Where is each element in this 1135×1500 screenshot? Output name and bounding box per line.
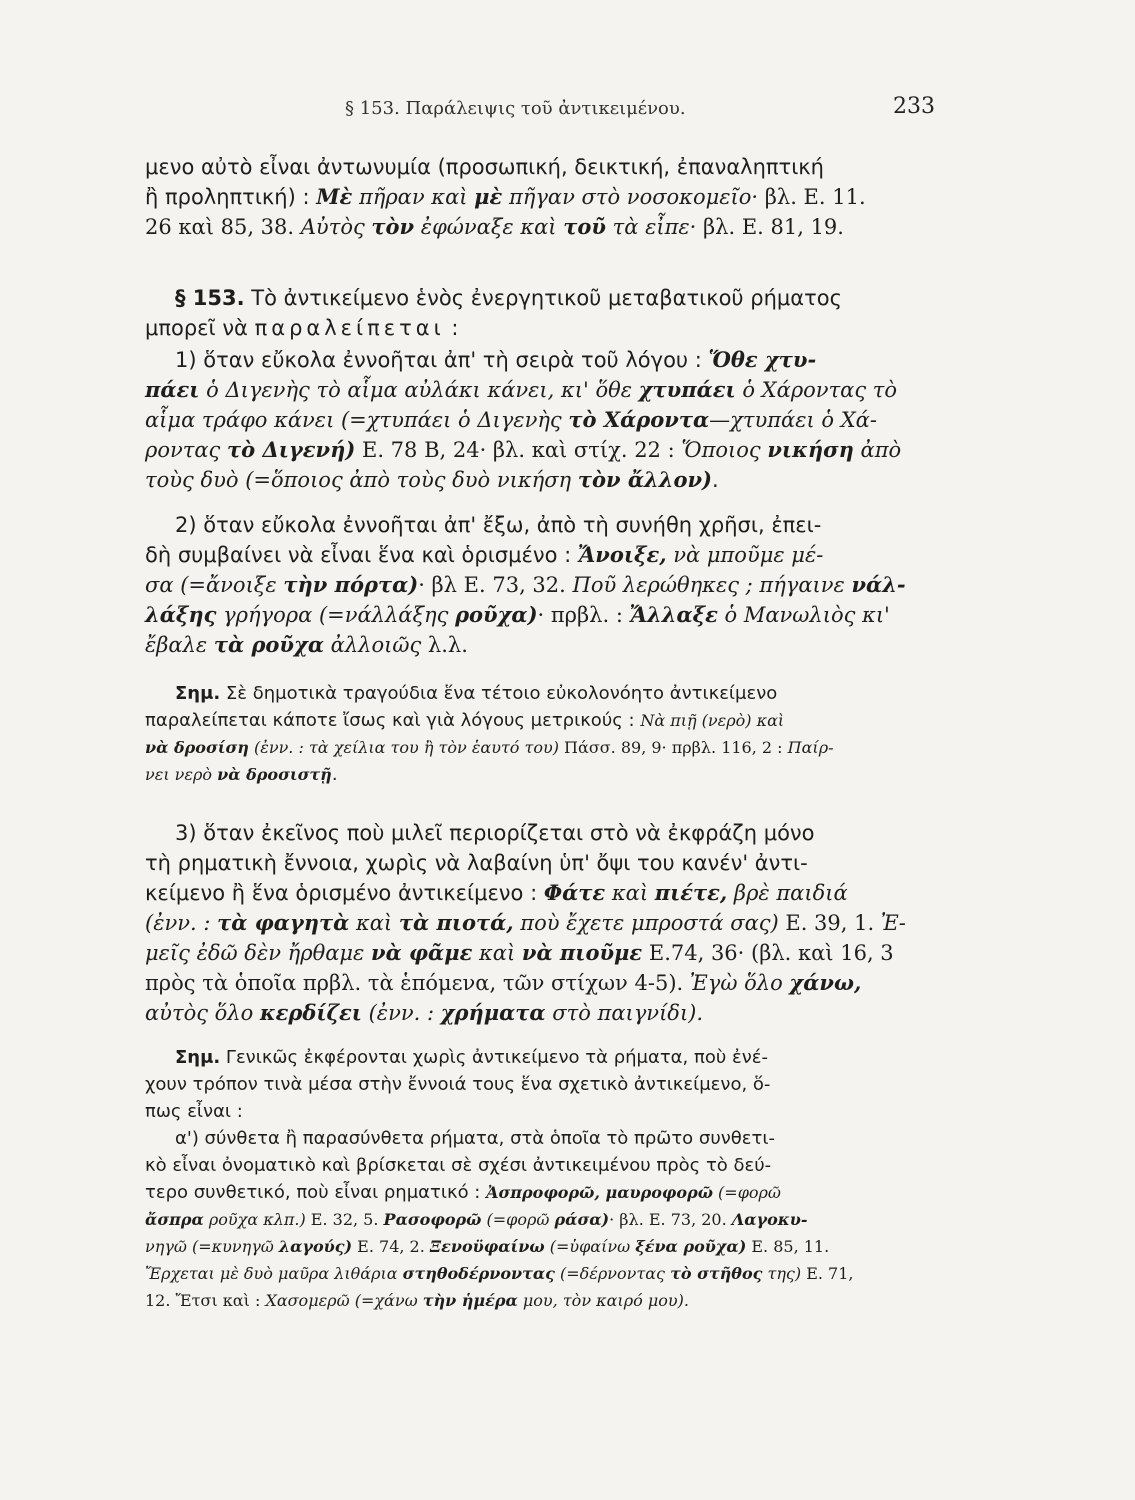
text-line: Ἔρχεται μὲ δυὸ μαῦρα λιθάρια στηθοδέρνοντας (=δέρνοντας τὸ στῆθος της) Ε. 71, [145,1264,854,1283]
text-line: ἔβαλε τὰ ροῦχα ἀλλοιῶς λ.λ. [145,632,468,657]
note-label: Σημ. [175,683,221,704]
text-line: ἢ προληπτική) : Μὲ πῆραν καὶ μὲ πῆγαν στὸ νοσοκομεῖο· βλ. Ε. 11. [145,184,866,209]
running-header [145,94,935,126]
text-line: 12. Ἔτσι καὶ : Χασομερῶ (=χάνω τὴν ἡμέρα μου, τὸν καιρό μου). [145,1291,689,1310]
text-line: κείμενο ἢ ἕνα ὁρισμένο ἀντικείμενο : Φάτε καὶ πιέτε, βρὲ παιδιά [145,880,848,905]
text-line: τοὺς δυὸ (=ὅποιος ἀπὸ τοὺς δυὸ νικήση τὸν ἄλλον). [145,467,719,492]
text-line: Σημ. Σὲ δημοτικὰ τραγούδια ἕνα τέτοιο εὐκολονόητο ἀντικείμενο [175,683,778,704]
text-line: μεῖς ἐδῶ δὲν ἤρθαμε νὰ φᾶμε καὶ νὰ πιοῦμε Ε.74, 36· (βλ. καὶ 16, 3 [145,940,894,965]
text-line: λάξης γρήγορα (=νάλλάξης ροῦχα)· πρβλ. : Ἄλλαξε ὁ Μανωλιὸς κι' [145,602,890,627]
text-line: § 153. Τὸ ἀντικείμενο ἑνὸς ἐνεργητικοῦ μεταβατικοῦ ρήματος [175,286,842,310]
text-line: χουν τρόπον τινὰ μέσα στὴν ἔννοιά τους ἕνα σχετικὸ ἀντικείμενο, ὅ- [145,1074,771,1095]
text-line: σα (=ἄνοιξε τὴν πόρτα)· βλ Ε. 73, 32. Ποῦ λερώθηκες ; πήγαινε νάλ- [145,572,906,597]
text-line: πρὸς τὰ ὁποῖα πρβλ. τὰ ἑπόμενα, τῶν στίχων 4-5). Ἐγὼ ὅλο χάνω, [145,970,862,995]
text-line: πως εἶναι : [145,1101,243,1122]
note-2 [145,1044,935,1314]
text-line: νει νερὸ νὰ δροσιστῇ. [145,764,338,785]
text-line: (ἐνν. : τὰ φαγητὰ καὶ τὰ πιοτά, ποὺ ἔχετε μπροστά σας) Ε. 39, 1. Ἐ- [145,910,906,935]
text-line: αἷμα τράφο κάνει (=χτυπάει ὁ Διγενὴς τὸ Χάροντα—χτυπάει ὁ Χά- [145,407,877,432]
text-line: 2) ὅταν εὔκολα ἐννοῆται ἀπ' ἔξω, ἀπὸ τὴ συνήθη χρῆσι, ἐπει- [175,513,822,537]
text-line: κὸ εἶναι ὀνοματικὸ καὶ βρίσκεται σὲ σχέσι ἀντικειμένου πρὸς τὸ δεύ- [145,1155,772,1176]
case-1-paragraph [145,345,935,495]
text-line: νὰ δροσίση (ἐνν. : τὰ χείλια του ἢ τὸν ἑαυτό του) Πάσσ. 89, 9· πρβλ. 116, 2 : Παίρ- [145,738,834,757]
text-line: δὴ συμβαίνει νὰ εἶναι ἕνα καὶ ὁρισμένο : Ἄνοιξε, νὰ μποῦμε μέ- [145,542,824,567]
case-2-paragraph [145,510,935,660]
text-line: αὐτὸς ὅλο κερδίζει (ἐνν. : χρήματα στὸ παιγνίδι). [145,1000,704,1025]
note-1 [145,680,935,788]
text-line: μπορεῖ νὰ παραλείπεται : [145,316,459,340]
text-line: 1) ὅταν εὔκολα ἐννοῆται ἀπ' τὴ σειρὰ τοῦ λόγου : Ὅθε χτυ- [175,347,817,372]
text-line: α') σύνθετα ἢ παρασύνθετα ρήματα, στὰ ὁποῖα τὸ πρῶτο συνθετι- [175,1128,775,1149]
page-number: 233 [893,94,935,119]
section-153-paragraph [145,283,935,343]
text-line: τὴ ρηματικὴ ἔννοια, χωρὶς νὰ λαβαίνη ὑπ' ὄψι του κανέν' ἀντι- [145,851,808,875]
case-3-paragraph [145,818,935,1028]
text-line: μενο αὐτὸ εἶναι ἀντωνυμία (προσωπική, δεικτική, ἐπαναληπτική [145,155,824,179]
note-label: Σημ. [175,1047,221,1068]
text-line: ἄσπρα ροῦχα κλπ.) Ε. 32, 5. Ρασοφορῶ (=φορῶ ράσα)· βλ. Ε. 73, 20. Λαγοκυ- [145,1210,808,1229]
text-line: παραλείπεται κάποτε ἴσως καὶ γιὰ λόγους μετρικούς : Νὰ πιῇ (νερὸ) καὶ [145,710,785,731]
text-line: Σημ. Γενικῶς ἐκφέρονται χωρὶς ἀντικείμενο τὰ ρήματα, ποὺ ἐνέ- [175,1047,768,1068]
text-line: πάει ὁ Διγενὴς τὸ αἷμα αὐλάκι κάνει, κι' ὅθε χτυπάει ὁ Χάροντας τὸ [145,377,898,402]
text-line: 3) ὅταν ἐκεῖνος ποὺ μιλεῖ περιορίζεται στὸ νὰ ἐκφράζη μόνο [175,821,815,845]
section-number: § 153. [175,286,245,310]
text-line: νηγῶ (=κυνηγῶ λαγούς) Ε. 74, 2. Ξενοϋφαίνω (=ὑφαίνω ξένα ροῦχα) Ε. 85, 11. [145,1237,830,1256]
text-line: τερο συνθετικό, ποὺ εἶναι ρηματικό : Ἀσπροφορῶ, μαυροφορῶ (=φορῶ [145,1182,781,1203]
text-line: ροντας τὸ Διγενή) Ε. 78 Β, 24· βλ. καὶ στίχ. 22 : Ὅποιος νικήση ἀπὸ [145,437,902,462]
intro-paragraph [145,152,935,242]
header-title: § 153. Παράλειψις τοῦ ἀντικειμένου. [345,98,686,119]
text-line: 26 καὶ 85, 38. Αὐτὸς τὸν ἐφώναξε καὶ τοῦ τὰ εἶπε· βλ. Ε. 81, 19. [145,214,844,239]
